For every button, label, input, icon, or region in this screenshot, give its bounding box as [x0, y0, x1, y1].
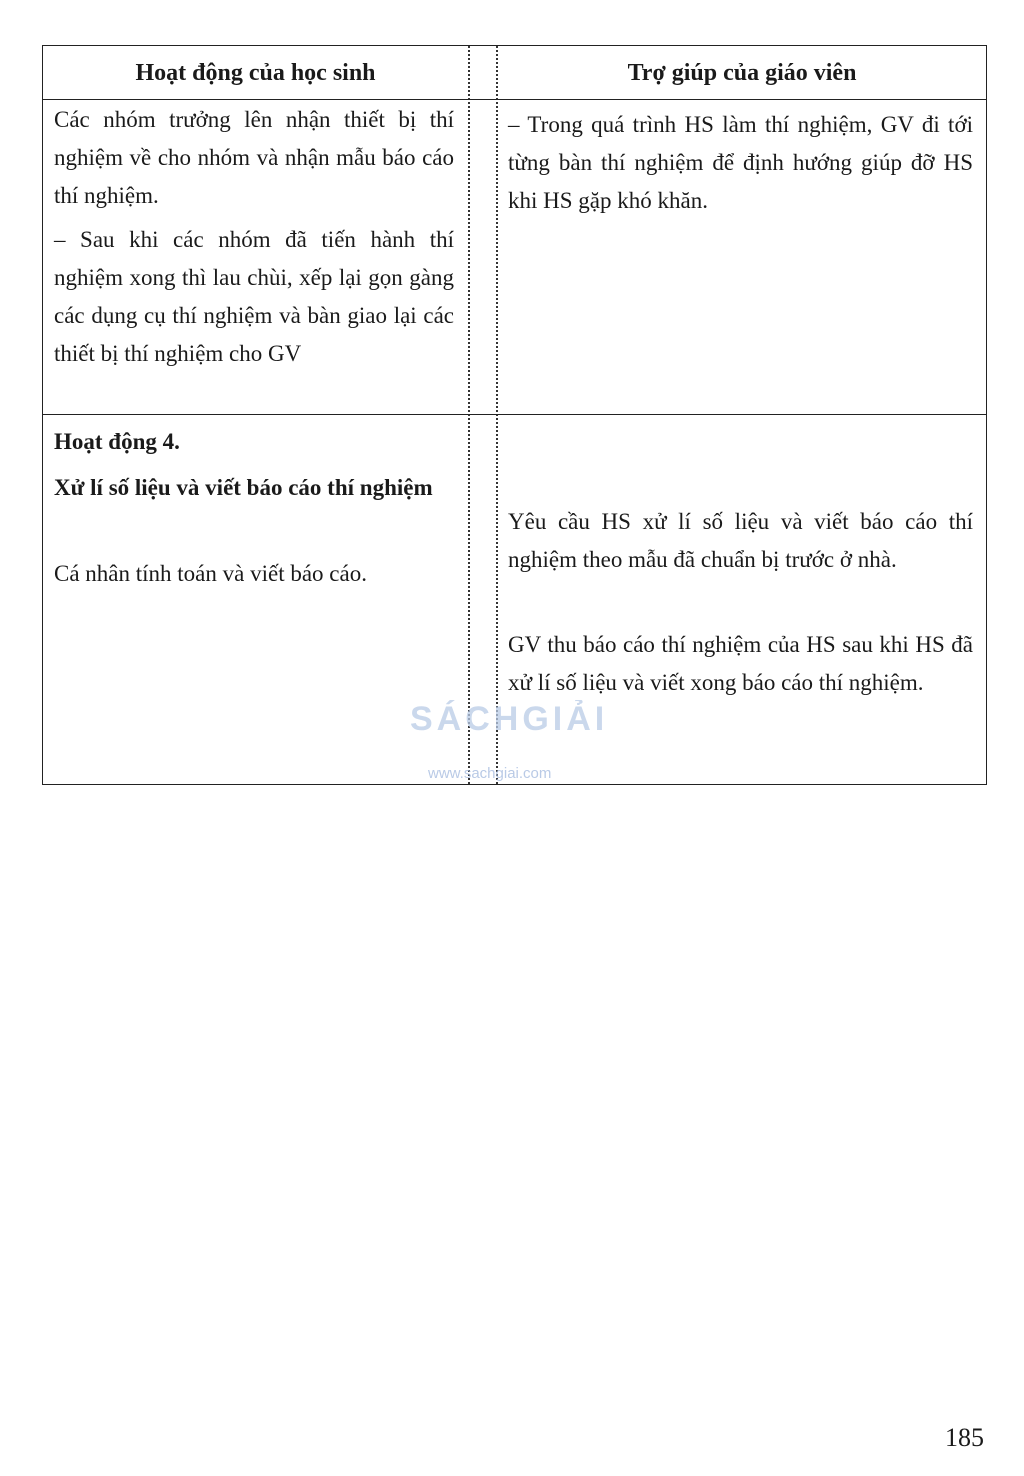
activity-subtitle: Xử lí số liệu và viết báo cáo thí nghiệm: [54, 475, 433, 500]
row1-student-text-1: Các nhóm trưởng lên nhận thiết bị thí nghiệm về cho nhóm và nhận mẫu báo cáo thí nghiệm.: [54, 107, 454, 208]
row2-student-cell: [54, 423, 454, 593]
watermark-logo: SÁCHGIẢI: [410, 700, 609, 738]
row1-student-text-2: – Sau khi các nhóm đã tiến hành thí nghiệm xong thì lau chùi, xếp lại gọn gàng các dụng cụ thí nghiệm và bàn giao lại các thiết bị thí nghiệm cho GV: [54, 227, 454, 366]
header-teacher: Trợ giúp của giáo viên: [627, 60, 857, 86]
row1-teacher-text-1: – Trong quá trình HS làm thí nghiệm, GV đi tới từng bàn thí nghiệm để định hướng giúp đỡ HS khi HS gặp khó khăn.: [508, 112, 973, 213]
row1-student-cell: [54, 101, 454, 373]
row2-teacher-text-1: Yêu cầu HS xử lí số liệu và viết báo cáo thí nghiệm theo mẫu đã chuẩn bị trước ở nhà.: [508, 509, 973, 572]
row2-teacher-text-2: GV thu báo cáo thí nghiệm của HS sau khi HS đã xử lí số liệu và viết xong báo cáo thí nghiệm.: [508, 632, 973, 695]
header-students: Hoạt động của học sinh: [135, 60, 376, 86]
watermark-url: www.sachgiai.com: [428, 765, 552, 782]
column-divider-right: [496, 46, 498, 784]
row1-teacher-cell: [508, 106, 973, 220]
column-divider-left: [468, 46, 470, 784]
activity-table: [42, 45, 987, 785]
page-number: 185: [945, 1423, 984, 1452]
row2-teacher-cell: [508, 503, 973, 702]
header-rule: [43, 99, 986, 100]
row-divider: [43, 414, 986, 415]
row2-student-text-1: Cá nhân tính toán và viết báo cáo.: [54, 561, 367, 586]
activity-title: Hoạt động 4.: [54, 429, 180, 454]
